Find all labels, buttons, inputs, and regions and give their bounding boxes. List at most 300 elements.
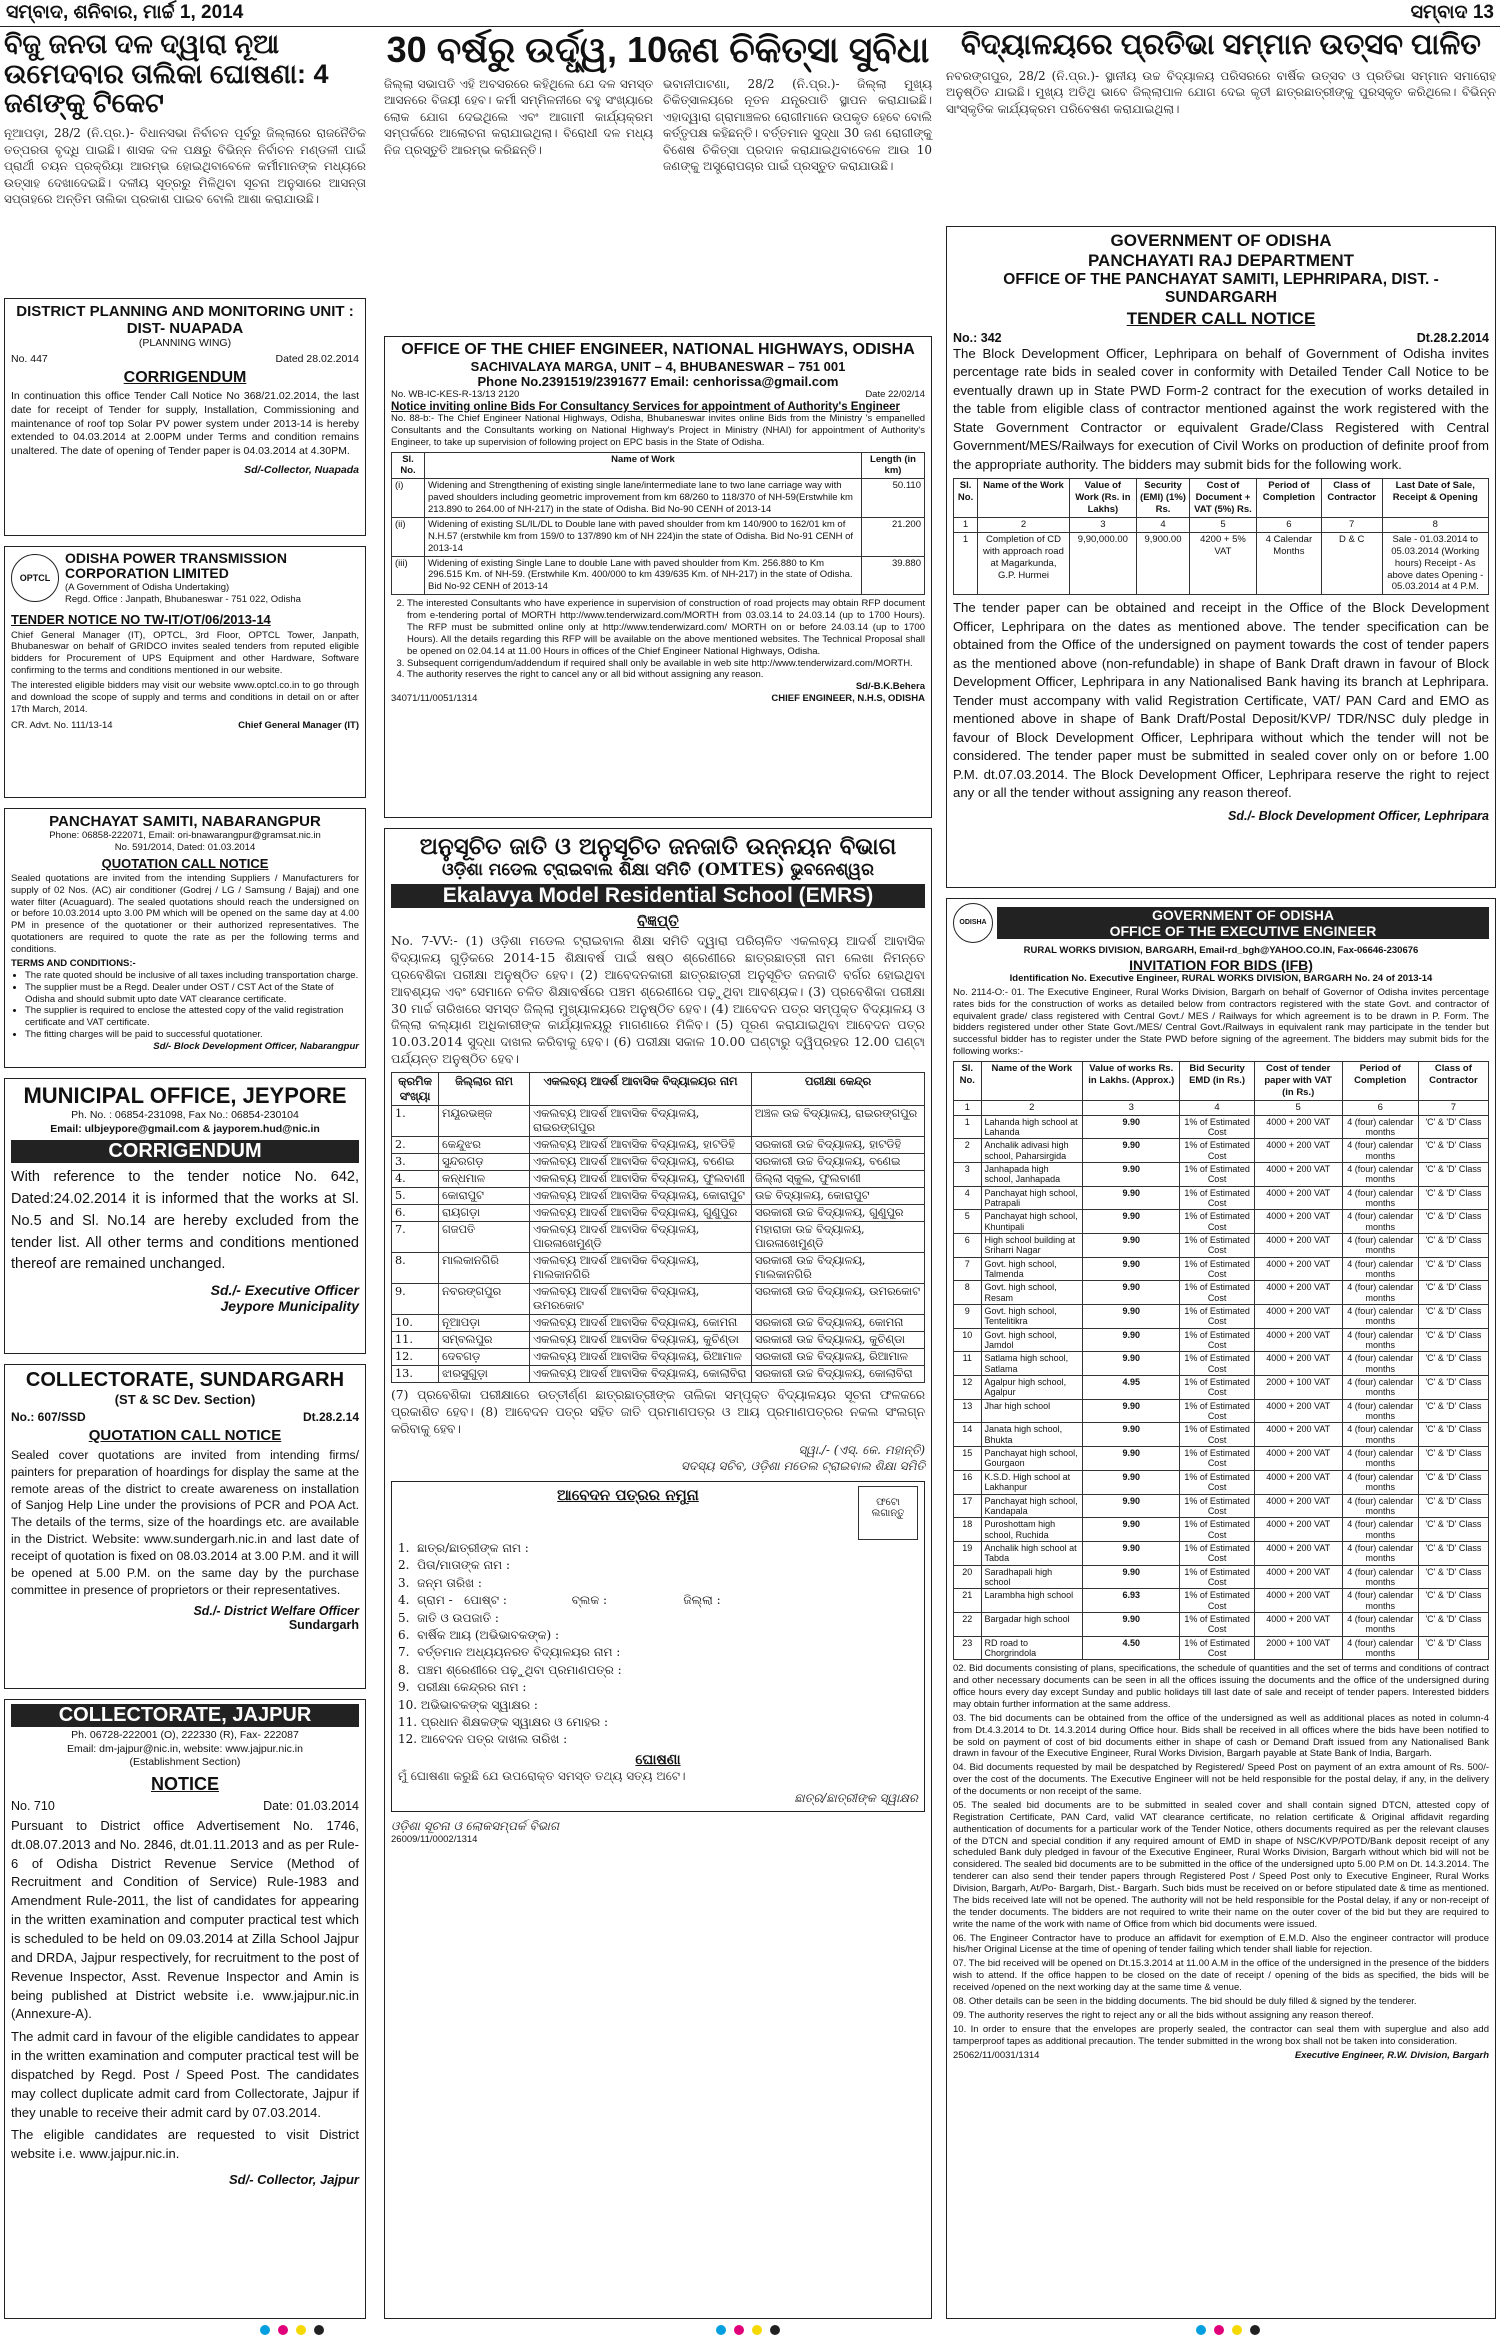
bargarh-cell: 2000 + 100 VAT	[1254, 1636, 1342, 1660]
emrs-col-sl: କ୍ରମିକ ସଂଖ୍ୟା	[392, 1073, 439, 1106]
lephripara-heading: TENDER CALL NOTICE	[1126, 309, 1316, 328]
bargarh-logo: ODISHA	[953, 903, 993, 943]
bargarh-cell: 4000 + 200 VAT	[1254, 1233, 1342, 1257]
bargarh-cell: 1% of Estimated Cost	[1180, 1541, 1254, 1565]
emrs-cell-centre: ଉଚ୍ଚ ବିଦ୍ୟାଳୟ, କୋରାପୁଟ	[751, 1188, 924, 1205]
table-row	[954, 1257, 1489, 1281]
bargarh-cell: 1% of Estimated Cost	[1180, 1352, 1254, 1376]
lephripara-col: Class of Contractor	[1321, 479, 1382, 518]
bargarh-cell: Govt. high school, Tentelitikra	[981, 1305, 1083, 1329]
form-field-label: 6. ବାର୍ଷିକ ଆୟ (ଅଭିଭାବକଙ୍କ) :	[398, 1627, 560, 1642]
bargarh-cell: Agalpur high school, Agalpur	[981, 1376, 1083, 1400]
table-row	[392, 1171, 925, 1188]
bargarh-addr: RURAL WORKS DIVISION, BARGARH, Email-rd_bgh@YAHOO.CO.IN, Fax-06646-230676	[1023, 945, 1419, 956]
bargarh-cell: 4 (four) calendar months	[1342, 1139, 1418, 1163]
emrs-decl-head: ଘୋଷଣା	[635, 1751, 681, 1768]
emrs-decl-sign: ଛାତ୍ର/ଛାତ୍ରୀଙ୍କ ସ୍ୱାକ୍ଷର	[794, 1791, 918, 1806]
nh-col-len: Length (in km)	[862, 452, 925, 479]
jajpur-body1: Pursuant to District office Advertisement No. 1746, dt.08.07.2013 and No. 2846, dt.01.11.2013 and as per Rule-6 of Odisha District Revenue Service (Method of Recruitment and Condition of Service) Rule-1983 and Amendment Rule-2011, the list of candidates for appearing in the written examination and computer practical test which is scheduled to be held on 09.03.2014 at Zilla School Jajpur and DRDA, Jajpur respectively, for recruitment to the post of Revenue Inspector, Asst. Revenue Inspector and Amin is being published at District website i.e. www.jajpur.nic.in (Annexure-A).	[11, 1817, 359, 2022]
emrs-bar: Ekalavya Model Residential School (EMRS)	[391, 884, 925, 908]
bargarh-cell: Saradhapali high school	[981, 1565, 1083, 1589]
news-right-headline: ବିଦ୍ୟାଳୟରେ ପ୍ରତିଭା ସମ୍ମାନ ଉତ୍ସବ ପାଳିତ	[961, 29, 1481, 61]
nh-sign: Sd/-B.K.Behera	[855, 681, 925, 693]
jeypore-sign2: Jeypore Municipality	[220, 1298, 359, 1315]
bargarh-cell: 9.90	[1083, 1233, 1180, 1257]
masthead-left: ସମ୍ବାଦ, ଶନିବାର, ମାର୍ଚ୍ଚ 1, 2014	[6, 2, 244, 23]
bargarh-paras	[953, 1663, 1489, 2047]
lephripara-col: Period of Completion	[1256, 479, 1321, 518]
registration-dot-black	[314, 2325, 324, 2335]
bargarh-cell: 12	[954, 1376, 982, 1400]
bargarh-cell: 9.90	[1083, 1210, 1180, 1234]
registration-dot-magenta	[1214, 2325, 1224, 2335]
nh-table	[391, 452, 925, 596]
bargarh-col: Period of Completion	[1342, 1062, 1418, 1101]
nh-cell-length: 39.880	[862, 556, 925, 595]
bargarh-cell: 4 (four) calendar months	[1342, 1281, 1418, 1305]
registration-dot-cyan	[1196, 2325, 1206, 2335]
nh-date: Date 22/02/14	[865, 389, 925, 400]
emrs-cell-dist: ମୟୂରଭଞ୍ଜ	[439, 1106, 530, 1137]
lephripara-col: Sl. No.	[954, 479, 978, 518]
bargarh-cell: 1% of Estimated Cost	[1180, 1233, 1254, 1257]
lephripara-cell: 1	[954, 532, 978, 594]
lephripara-col-num: 7	[1321, 518, 1382, 533]
bargarh-cell: 1% of Estimated Cost	[1180, 1210, 1254, 1234]
nabarangpur-title: PANCHAYAT SAMITI, NABARANGPUR	[49, 813, 321, 830]
form-field-label: 12. ଆବେଦନ ପତ୍ର ଦାଖଲ ତାରିଖ :	[398, 1732, 568, 1747]
bargarh-cell: 9	[954, 1305, 982, 1329]
nh-ref2: 34071/11/0051/1314	[391, 693, 478, 705]
bargarh-cell: 9.90	[1083, 1281, 1180, 1305]
table-row	[392, 1222, 925, 1253]
bargarh-cell: 1% of Estimated Cost	[1180, 1470, 1254, 1494]
nh-cell-sl: (iii)	[392, 556, 425, 595]
emrs-sub: ବିଜ୍ଞପ୍ତି	[637, 912, 679, 930]
bargarh-cell: 'C' & 'D' Class	[1418, 1518, 1488, 1542]
emrs-ref: 26009/11/0002/1314	[391, 1834, 478, 1846]
lephripara-title3: OFFICE OF THE PANCHAYAT SAMITI, LEPHRIPARA, DIST. - SUNDARGARH	[1003, 271, 1439, 306]
optcl-notice-no: TENDER NOTICE NO TW-IT/OT/06/2013-14	[11, 611, 271, 627]
jajpur-sign: Sd/- Collector, Jajpur	[228, 2172, 359, 2188]
bargarh-cell: 9.90	[1083, 1305, 1180, 1329]
nh-note-4: 4. The authority reserves the right to cancel any or all bid without assigning any reason.	[407, 669, 925, 681]
lephripara-col-num: 3	[1069, 518, 1136, 533]
bargarh-cell: 1% of Estimated Cost	[1180, 1186, 1254, 1210]
bargarh-col: Bid Security EMD (in Rs.)	[1180, 1062, 1254, 1101]
lephripara-cell: D & C	[1321, 532, 1382, 594]
lephripara-no: No.: 342	[953, 331, 1002, 345]
emrs-cell-dist: କେନ୍ଦୁଝର	[439, 1137, 530, 1154]
bargarh-cell: 5	[954, 1210, 982, 1234]
bargarh-cell: Panchayat high school, Gourgaon	[981, 1447, 1083, 1471]
bargarh-cell: 17	[954, 1494, 982, 1518]
form-field-label: 1. ଛାତ୍ର/ଛାତ୍ରୀଙ୍କ ନାମ :	[398, 1541, 529, 1555]
lephripara-col-num: 5	[1190, 518, 1257, 533]
nabarangpur-terms	[11, 970, 359, 1041]
optcl-body2: The interested eligible bidders may visit our website www.optcl.co.in to go through and download the scope of supply and terms and conditions in detail on or after 17th March, 2014.	[11, 680, 359, 715]
bargarh-cell: 1% of Estimated Cost	[1180, 1447, 1254, 1471]
jajpur-body2: The admit card in favour of the eligible candidates to appear in the written examination and computer practical test will be dispatched by Regd. Post / Speed Post. The candidates may collect duplicate admit card from Collectorate, Jajpur if they unable to receive their admit card by 07.03.2014.	[11, 2029, 359, 2120]
table-row	[392, 479, 925, 518]
bargarh-cell: 8	[954, 1281, 982, 1305]
bargarh-para: 03. The bid documents can be obtained from the office of the undersigned as well as additional places as noted in column-4 from Dt.4.3.2014 to Dt. 14.3.2014 during Office hour. Bids shall be received in all offices where the bids have been notified to be sold on payment of cost of bid documents either in shape of cash or Demand Draft issued from any Nationalised Bank drawn in favour of the Executive Engineer, Rural Works Division, Bargarh payable at State Bank of India, Bargarh.	[953, 1712, 1489, 1760]
table-row	[954, 1447, 1489, 1471]
jajpur-heading: NOTICE	[150, 1773, 219, 1794]
bargarh-cell: 4 (four) calendar months	[1342, 1399, 1418, 1423]
bargarh-col: Class of Contractor	[1418, 1062, 1488, 1101]
sundargarh-sign1: Sd./- District Welfare Officer	[193, 1604, 359, 1619]
bargarh-cell: 'C' & 'D' Class	[1418, 1281, 1488, 1305]
news-left	[4, 30, 366, 288]
table-row	[954, 1589, 1489, 1613]
form-field-label: 5. ଜାତି ଓ ଉପଜାତି :	[398, 1610, 499, 1625]
lephripara-title2: PANCHAYATI RAJ DEPARTMENT	[1087, 251, 1355, 270]
bargarh-cell: 1% of Estimated Cost	[1180, 1376, 1254, 1400]
nh-note-3: 3. Subsequent corrigendum/addendum if required shall only be available in web site http://www.tenderwizard.com/MORTH.	[407, 658, 925, 670]
emrs-cell-dist: ମାଲକାନଗିରି	[439, 1253, 530, 1284]
bargarh-cell: 9.90	[1083, 1115, 1180, 1139]
bargarh-cell: 4000 + 200 VAT	[1254, 1399, 1342, 1423]
bargarh-cell: 1% of Estimated Cost	[1180, 1281, 1254, 1305]
table-row	[954, 1423, 1489, 1447]
page-masthead	[0, 0, 1500, 27]
bargarh-col-num: 4	[1180, 1100, 1254, 1115]
bargarh-cell: 1% of Estimated Cost	[1180, 1636, 1254, 1660]
news-mid-body: ଭବାନୀପାଟଣା, 28/2 (ନି.ପ୍ର.)- ଜିଲ୍ଲା ମୁଖ୍ୟ ଚିକିତ୍ସାଳୟରେ ନୂତନ ଯନ୍ତ୍ରପାତି ସ୍ଥାପନ କରାଯାଇଛି। ଏହାଦ୍ୱାରା ଗ୍ରାମାଞ୍ଚଳର ରୋଗୀମାନେ ଉପକୃତ ହେବେ ବୋଲି କର୍ତ୍ତୃପକ୍ଷ କହିଛନ୍ତି। ବର୍ତ୍ତମାନ ସୁଦ୍ଧା 30 ଜଣ ରୋଗୀଙ୍କୁ ବିଶେଷ ଚିକିତ୍ସା ପ୍ରଦାନ କରାଯାଇଥିବାବେଳେ ଆଉ 10 ଜଣଙ୍କୁ ଅସ୍ତ୍ରୋପଚାର ପାଇଁ ପ୍ରସ୍ତୁତ କରାଯାଉଛି।	[663, 76, 932, 174]
dpmu-sub: (PLANNING WING)	[138, 337, 232, 349]
dpmu-body: In continuation this office Tender Call Notice No 368/21.02.2014, the last date for receipt of Tender for supply, Installation, Commissioning and maintenance of roof top Solar PV power system under 2013-14 is hereby extended to 04.03.2014 at 2.00PM under Terms and condition remains unaltered. The date of opening of Tender paper is 04.03.2014 at 4.30PM.	[11, 390, 359, 457]
bargarh-cell: 4000 + 200 VAT	[1254, 1328, 1342, 1352]
optcl-body: Chief General Manager (IT), OPTCL, 3rd Floor, OPTCL Tower, Janpath, Bhubaneswar on behalf of GRIDCO invites sealed tenders from reputed eligible bidders for Procurement of UPS Equipment and other Hardware, Software confirming to the terms and conditions mentioned in our website.	[11, 629, 359, 677]
jeypore-body: With reference to the tender notice No. 642, Dated:24.02.2014 it is informed that the works at Sl. No.5 and Sl. No.14 are hereby excluded from the tender list. All other terms and conditions mentioned thereof are remained unchanged.	[11, 1169, 359, 1273]
emrs-photo-box: ଫଟୋ ଲଗାନ୍ତୁ	[858, 1486, 918, 1540]
bargarh-col: Cost of tender paper with VAT (in Rs.)	[1254, 1062, 1342, 1101]
emrs-cell-school: ଏକଲବ୍ୟ ଆଦର୍ଶ ଆବାସିକ ବିଦ୍ୟାଳୟ, ମାଲକାନଗିରି	[530, 1253, 752, 1284]
bargarh-cell: 9.90	[1083, 1139, 1180, 1163]
bargarh-para: 09. The authority reserves the right to reject any or all the bids without assigning any reason thereof.	[953, 2009, 1374, 2021]
bargarh-cell: 4 (four) calendar months	[1342, 1470, 1418, 1494]
lephripara-col: Last Date of Sale, Receipt & Opening	[1382, 479, 1488, 518]
bargarh-cell: 1% of Estimated Cost	[1180, 1518, 1254, 1542]
nh-note-2: 2. The interested Consultants who have experience in supervision of construction of road projects may obtain RFP document from e-tendering portal of MORTH http://www.tenderwizard.com/MORTH from 03.03.14 to 24.03.14 (up to 1700 Hours). The RFP must be submitted online only at http://www.tenderwizard.com/ MORTH on or before 24.03.14 (up to 1700 Hours). All the details regarding this RFP will be available on the above mentioned websites. The Technical Proposal shall be opened on 02.04.14 at 11.00 Hours in offices of the Chief Engineer National Highways, Odisha.	[407, 598, 925, 657]
emrs-cell-centre: ସରକାରୀ ଉଚ୍ଚ ବିଦ୍ୟାଳୟ, କୁଚିଣ୍ଡା	[751, 1332, 924, 1349]
optcl-notice	[4, 546, 366, 798]
bargarh-cell: 'C' & 'D' Class	[1418, 1494, 1488, 1518]
form-field-label: 9. ପରୀକ୍ଷା କେନ୍ଦ୍ରର ନାମ :	[398, 1680, 527, 1695]
news-left-continued: ଜିଲ୍ଲା ସଭାପତି ଏହି ଅବସରରେ କହିଥିଲେ ଯେ ଦଳ ସମସ୍ତ ଆସନରେ ବିଜୟୀ ହେବ। କର୍ମୀ ସମ୍ମିଳନୀରେ ବହୁ ସଂଖ୍ୟାରେ ଲୋକ ଯୋଗ ଦେଇଥିଲେ ଏବଂ ଆଗାମୀ କାର୍ଯ୍ୟକ୍ରମ ସମ୍ପର୍କରେ ଆଲୋଚନା କରାଯାଇଥିଲା। ବିରୋଧୀ ଦଳ ମଧ୍ୟ ନିଜ ପ୍ରସ୍ତୁତି ଆରମ୍ଭ କରିଛନ୍ତି।	[384, 76, 653, 157]
lephripara-body: The Block Development Officer, Lephripara on behalf of Government of Odisha invites percentage rate bids in sealed cover in conformity with Detailed Tender Call Notice to be eventually drawn up in State PWD Form-2 contract for the execution of works detailed in the table from eligible class of contractor mentioned against the work registered with the State Government Contractor or equivalent Grade/Class Registered with Central Government/MES/Railways for execution of Civil Works on production of definite proof from the appropriate authority. The bidders may submit bids for the following work.	[953, 346, 1489, 472]
bargarh-cell: 4 (four) calendar months	[1342, 1328, 1418, 1352]
bargarh-cell: 'C' & 'D' Class	[1418, 1612, 1488, 1636]
bargarh-cell: 'C' & 'D' Class	[1418, 1162, 1488, 1186]
bargarh-cell: 9.90	[1083, 1447, 1180, 1471]
emrs-cell-dist: ରାୟଗଡ଼ା	[439, 1205, 530, 1222]
nh-cell-length: 21.200	[862, 517, 925, 556]
bargarh-cell: 'C' & 'D' Class	[1418, 1352, 1488, 1376]
bargarh-cell: Govt. high school, Resam	[981, 1281, 1083, 1305]
bargarh-cell: 'C' & 'D' Class	[1418, 1447, 1488, 1471]
sundargarh-date: Dt.28.2.14	[302, 1410, 359, 1424]
bargarh-cell: 'C' & 'D' Class	[1418, 1328, 1488, 1352]
bargarh-cell: 1% of Estimated Cost	[1180, 1494, 1254, 1518]
jeypore-heading: CORRIGENDUM	[11, 1140, 359, 1163]
emrs-cell-dist: ନବରଙ୍ଗପୁର	[439, 1284, 530, 1315]
bargarh-cell: Satlama high school, Satlama	[981, 1352, 1083, 1376]
bargarh-cell: 9.90	[1083, 1423, 1180, 1447]
table-row	[392, 1154, 925, 1171]
jajpur-phone: Ph. 06728-222001 (O), 222330 (R), Fax- 222087	[71, 1729, 299, 1741]
bargarh-cell: 6.93	[1083, 1589, 1180, 1613]
table-row	[392, 1349, 925, 1366]
bargarh-cell: 4000 + 200 VAT	[1254, 1447, 1342, 1471]
emrs-cell-centre: ଜିଲ୍ଲା ସ୍କୁଲ, ଫୁଲବାଣୀ	[751, 1171, 924, 1188]
emrs-cell-centre: ସରକାରୀ ଉଚ୍ଚ ବିଦ୍ୟାଳୟ, ମାଲକାନଗିରି	[751, 1253, 924, 1284]
lephripara-cell: 9,900.00	[1136, 532, 1189, 594]
bargarh-cell: 4 (four) calendar months	[1342, 1115, 1418, 1139]
bargarh-cell: 4 (four) calendar months	[1342, 1423, 1418, 1447]
lephripara-cell: Sale - 01.03.2014 to 05.03.2014 (Working hours) Receipt - As above dates Opening - 05.03.2014 at 4 P.M.	[1382, 532, 1488, 594]
nabarangpur-heading: QUOTATION CALL NOTICE	[101, 855, 269, 871]
table-row	[954, 1612, 1489, 1636]
jajpur-date: Date: 01.03.2014	[263, 1798, 359, 1813]
bargarh-cell: 1% of Estimated Cost	[1180, 1399, 1254, 1423]
emrs-notes: (7) ପ୍ରବେଶିକା ପରୀକ୍ଷାରେ ଉତ୍ତୀର୍ଣ୍ଣ ଛାତ୍ରଛାତ୍ରୀଙ୍କ ତାଲିକା ସମ୍ପୃକ୍ତ ବିଦ୍ୟାଳୟର ସୂଚନା ଫଳକରେ ପ୍ରକାଶିତ ହେବ। (8) ଆବେଦନ ପତ୍ର ସହିତ ଜାତି ପ୍ରମାଣପତ୍ର ଓ ଆୟ ପ୍ରମାଣପତ୍ରର ନକଲ ସଂଲଗ୍ନ କରିବାକୁ ହେବ।	[391, 1388, 925, 1436]
table-row	[392, 1315, 925, 1332]
form-field-label: 11. ପ୍ରଧାନ ଶିକ୍ଷକଙ୍କ ସ୍ୱାକ୍ଷର ଓ ମୋହର :	[398, 1714, 609, 1729]
emrs-cell-school: ଏକଲବ୍ୟ ଆଦର୍ଶ ଆବାସିକ ବିଦ୍ୟାଳୟ, କୁଚିଣ୍ଡା	[530, 1332, 752, 1349]
jajpur-body3: The eligible candidates are requested to visit District website i.e. www.jajpur.nic.in.	[11, 2127, 359, 2162]
emrs-cell-school: ଏକଲବ୍ୟ ଆଦର୍ଶ ଆବାସିକ ବିଦ୍ୟାଳୟ, ଗୁଣୁପୁର	[530, 1205, 752, 1222]
nh-addr: SACHIVALAYA MARGA, UNIT – 4, BHUBANESWAR – 751 001	[470, 359, 846, 374]
bargarh-cell: 16	[954, 1470, 982, 1494]
form-field-label: 2. ପିତା/ମାତାଙ୍କ ନାମ :	[398, 1558, 510, 1573]
table-row	[954, 1352, 1489, 1376]
emrs-col-centre: ପରୀକ୍ଷା କେନ୍ଦ୍ର	[751, 1073, 924, 1106]
lephripara-cell: 4200 + 5% VAT	[1190, 532, 1257, 594]
bargarh-cell: 'C' & 'D' Class	[1418, 1186, 1488, 1210]
bargarh-cell: 1% of Estimated Cost	[1180, 1423, 1254, 1447]
bargarh-cell: 4 (four) calendar months	[1342, 1352, 1418, 1376]
form-field-label: 8. ପଞ୍ଚମ ଶ୍ରେଣୀରେ ପଢ଼ୁଥିବା ପ୍ରମାଣପତ୍ର :	[398, 1662, 622, 1677]
emrs-fields	[398, 1540, 918, 1749]
nh-cell-length: 50.110	[862, 479, 925, 518]
registration-dot-black	[1250, 2325, 1260, 2335]
nh-notes	[391, 598, 925, 681]
bargarh-cell: 'C' & 'D' Class	[1418, 1305, 1488, 1329]
table-row	[392, 1188, 925, 1205]
emrs-cell-centre: ସରକାରୀ ଉଚ୍ଚ ବିଦ୍ୟାଳୟ, ଗୁଣୁପୁର	[751, 1205, 924, 1222]
bargarh-cell: 'C' & 'D' Class	[1418, 1589, 1488, 1613]
sundargarh-sub: (ST & SC Dev. Section)	[114, 1392, 256, 1407]
bargarh-cell: 4000 + 200 VAT	[1254, 1589, 1342, 1613]
bargarh-cell: 4000 + 200 VAT	[1254, 1257, 1342, 1281]
registration-dot-magenta	[278, 2325, 288, 2335]
bargarh-cell: RD road to Chorgrindola	[981, 1636, 1083, 1660]
table-row	[954, 1494, 1489, 1518]
jajpur-no: No. 710	[11, 1798, 55, 1813]
bargarh-table	[953, 1061, 1489, 1660]
bargarh-cell: 4 (four) calendar months	[1342, 1494, 1418, 1518]
bargarh-cell: Govt. high school, Talmenda	[981, 1257, 1083, 1281]
sundargarh-body: Sealed cover quotations are invited from intending firms/ painters for preparation of hoardings for display the same at the remote areas of the district to create awareness on installation of Sanjog Help Line under the provisions of PCR and POA Act. The details of the terms, size of the hoardings etc. are available in the District. Website: www.sundergarh.nic.in and last date of receipt of quotation is fixed on 08.03.2014 at 3.00 P.M. and it will be opened at 5.00 P.M. on the same day by the purchase committee in presence of proprietors or their representatives.	[11, 1448, 359, 1597]
bargarh-cell: 4	[954, 1186, 982, 1210]
registration-dot-black	[770, 2325, 780, 2335]
table-row	[392, 1366, 925, 1383]
registration-dot-yellow	[752, 2325, 762, 2335]
bargarh-title1: GOVERNMENT OF ODISHA	[997, 907, 1489, 923]
bargarh-cell: 14	[954, 1423, 982, 1447]
emrs-cell-dist: କନ୍ଧମାଳ	[439, 1171, 530, 1188]
table-row	[954, 1541, 1489, 1565]
bargarh-cell: 4000 + 200 VAT	[1254, 1352, 1342, 1376]
nabarangpur-no: No. 591/2014, Dated: 01.03.2014	[114, 841, 256, 853]
bargarh-cell: 1% of Estimated Cost	[1180, 1565, 1254, 1589]
table-row	[392, 1106, 925, 1137]
table-row	[954, 1186, 1489, 1210]
bargarh-sign: Executive Engineer, R.W. Division, Bargarh	[1294, 2050, 1489, 2062]
bargarh-col-num: 5	[1254, 1100, 1342, 1115]
bargarh-cell: Jhar high school	[981, 1399, 1083, 1423]
jeypore-corrigendum	[4, 1078, 366, 1354]
optcl-sign: Chief General Manager (IT)	[238, 719, 359, 731]
optcl-logo: OPTCL	[11, 554, 59, 602]
bargarh-cell: 1	[954, 1115, 982, 1139]
bargarh-cell: 2	[954, 1139, 982, 1163]
lephripara-col-num: 6	[1256, 518, 1321, 533]
jajpur-email: Email: dm-jajpur@nic.in, website: www.jajpur.nic.in	[67, 1742, 303, 1755]
bargarh-heading: INVITATION FOR BIDS (IFB)	[1129, 956, 1313, 973]
table-row	[392, 556, 925, 595]
sundargarh-no: No.: 607/SSD	[11, 1410, 86, 1424]
jajpur-notice	[4, 1699, 366, 2319]
lephripara-col-num: 4	[1136, 518, 1189, 533]
nabarangpur-term: • The rate quoted should be inclusive of all taxes including transportation charge.	[25, 970, 359, 982]
table-row	[954, 1399, 1489, 1423]
bargarh-para: 04. Bid documents requested by mail be despatched by Registered/ Speed Post on payment of an extra amount of Rs. 500/- over the cost of the documents. The Executive Engineer will not be held responsible for the postal delay, if any, in the delivery of the documents or non receipt of the same.	[953, 1762, 1489, 1798]
nabarangpur-phone: Phone: 06858-222071, Email: ori-bnawarangpur@gramsat.nic.in	[49, 830, 321, 841]
nabarangpur-sign: Sd/- Block Development Officer, Nabarangpur	[153, 1041, 359, 1052]
bargarh-cell: 9.90	[1083, 1352, 1180, 1376]
emrs-cell-centre: ଅଞ୍ଚଳ ଉଚ୍ଚ ବିଦ୍ୟାଳୟ, ରାଇରଙ୍ଗପୁର	[751, 1106, 924, 1137]
optcl-name: ODISHA POWER TRANSMISSION CORPORATION LIMITED	[65, 550, 287, 582]
emrs-cell-centre: ସରକାରୀ ଉଚ୍ଚ ବିଦ୍ୟାଳୟ, କୋଲାବିରା	[751, 1366, 924, 1383]
emrs-cell-sl: 8.	[392, 1253, 439, 1284]
bargarh-cell: 'C' & 'D' Class	[1418, 1423, 1488, 1447]
bargarh-ident: Identification No. Executive Engineer, RURAL WORKS DIVISION, BARGARH No. 24 of 2013-14	[1009, 972, 1433, 984]
dpmu-date: Dated 28.02.2014	[275, 352, 359, 365]
bargarh-para: 08. Other details can be seen in the bidding documents. The bid should be duly filled & signed by the tenderer.	[953, 1995, 1417, 2007]
emrs-cell-dist: ନୂଆପଡ଼ା	[439, 1315, 530, 1332]
nh-cell-name: Widening and Strengthening of existing single lane/intermediate lane to two lane carriage way with paved shoulders including geometric improvement from km 68/260 to 118/370 of NH-59(Erstwhile km 213.890 to 264.00 of NH-217) in the state of Odisha. Bid No-90 CENH of 2013-14	[425, 479, 862, 518]
table-row	[954, 1233, 1489, 1257]
nh-col-sl: Sl. No.	[392, 452, 425, 479]
registration-dot-yellow	[1232, 2325, 1242, 2335]
sundargarh-title: COLLECTORATE, SUNDARGARH	[25, 1369, 345, 1391]
bargarh-cell: 20	[954, 1565, 982, 1589]
nh-cell-sl: (ii)	[392, 517, 425, 556]
news-left-headline: ବିଜୁ ଜନତା ଦଳ ଦ୍ୱାରା ନୂଆ ଉମେଦବାର ତାଲିକା ଘୋଷଣା: 4 ଜଣଙ୍କୁ ଟିକେଟ	[4, 29, 329, 119]
bargarh-cell: Anchalik high school at Tabda	[981, 1541, 1083, 1565]
table-row	[392, 517, 925, 556]
table-row	[954, 1470, 1489, 1494]
bargarh-cell: 4 (four) calendar months	[1342, 1541, 1418, 1565]
registration-dot-yellow	[296, 2325, 306, 2335]
emrs-cell-school: ଏକଲବ୍ୟ ଆଦର୍ଶ ଆବାସିକ ବିଦ୍ୟାଳୟ, ହାଟଡିହି	[530, 1137, 752, 1154]
bargarh-cell: 4 (four) calendar months	[1342, 1612, 1418, 1636]
bargarh-cell: 4000 + 200 VAT	[1254, 1518, 1342, 1542]
emrs-cell-sl: 9.	[392, 1284, 439, 1315]
registration-dot-cyan	[716, 2325, 726, 2335]
emrs-head2: ଓଡ଼ିଶା ମଡେଲ ଟ୍ରାଇବାଲ ଶିକ୍ଷା ସମିତି (OMTES) ଭୁବନେଶ୍ୱର	[441, 860, 874, 880]
bargarh-cell: 23	[954, 1636, 982, 1660]
lephripara-body2: The tender paper can be obtained and receipt in the Office of the Block Development Officer, Lephripara on the dates as mentioned above. The tender specification can be obtained from the Office of the undersigned on payment towards the cost of tender papers as the mentioned above (non-refundable) in shape of Bank Draft drawn in favour of Block Development Officer, Lephripara in any Nationalised Bank having its branch at Lephripara. Tender must accompany with valid Registration Certificate, VAT/ PAN Card and EMO as mentioned above in shape of Bank Draft/Postal Deposit/KVP/ TDR/NSC duly pledge in favour of Block Development Officer, Lephripara without which the tender will not be considered. The tender paper must be submitted in sealed cover only on or before 1.00 P.M. dt.07.03.2014. The Block Development Officer, Lephripara reserve the right to reject any or all the tender without assigning any reason thereof.	[953, 600, 1489, 801]
table-row	[954, 1162, 1489, 1186]
bargarh-cell: 9.90	[1083, 1399, 1180, 1423]
table-row	[954, 1565, 1489, 1589]
bargarh-cell: 15	[954, 1447, 982, 1471]
news-middle	[384, 30, 932, 326]
bargarh-cell: 'C' & 'D' Class	[1418, 1565, 1488, 1589]
bargarh-cell: 1% of Estimated Cost	[1180, 1257, 1254, 1281]
table-row	[954, 1636, 1489, 1660]
table-row	[392, 1253, 925, 1284]
bargarh-cell: 1% of Estimated Cost	[1180, 1139, 1254, 1163]
emrs-cell-school: ଏକଲବ୍ୟ ଆଦର୍ଶ ଆବାସିକ ବିଦ୍ୟାଳୟ, କୋଲାବିରା	[530, 1366, 752, 1383]
table-row	[954, 1210, 1489, 1234]
emrs-cell-centre: ମହାରାଜା ଉଚ୍ଚ ବିଦ୍ୟାଳୟ, ପାରଳାଖେମୁଣ୍ଡି	[751, 1222, 924, 1253]
emrs-cell-dist: ସମ୍ବଲପୁର	[439, 1332, 530, 1349]
bargarh-cell: 11	[954, 1352, 982, 1376]
bargarh-col-num: 7	[1418, 1100, 1488, 1115]
emrs-cell-sl: 3.	[392, 1154, 439, 1171]
lephripara-col: Name of the Work	[978, 479, 1070, 518]
emrs-cell-sl: 7.	[392, 1222, 439, 1253]
bargarh-cell: 9.90	[1083, 1470, 1180, 1494]
emrs-cell-dist: କୋରାପୁଟ	[439, 1188, 530, 1205]
bargarh-intro: No. 2114-O:- 01. The Executive Engineer, Rural Works Division, Bargarh on behalf of Governor of Odisha invites percentage rates bids for the construction of works as detailed below from contractors registered with the state Govt. and contractor of equivalent grade/ class registered with Central Govt./ MES / Railways for which agreement is to be drawn in P. Form. The bidders registered under other State Govt./MES/ Central Govt./Railways in equivalent rank may participate in the tender but successful bidder has to register under the State PWD before signing of the agreement. The bidders may submit bids for the following works:-	[953, 986, 1489, 1058]
bargarh-cell: Bargadar high school	[981, 1612, 1083, 1636]
bargarh-col: Value of works Rs. in Lakhs. (Approx.)	[1083, 1062, 1180, 1101]
bargarh-notice	[946, 898, 1496, 2319]
bargarh-cell: 4000 + 200 VAT	[1254, 1612, 1342, 1636]
emrs-cell-dist: ଗଜପତି	[439, 1222, 530, 1253]
lephripara-cell: Completion of CD with approach road at Magarkunda, G.P. Hurmei	[978, 532, 1070, 594]
nh-col-name: Name of Work	[425, 452, 862, 479]
dpmu-no: No. 447	[11, 352, 48, 365]
masthead-right: ସମ୍ବାଦ 13	[1410, 2, 1494, 23]
nabarangpur-term: • The fitting charges will be paid to successful quotationer.	[25, 1029, 359, 1041]
table-row	[954, 1281, 1489, 1305]
emrs-decl: ମୁଁ ଘୋଷଣା କରୁଛି ଯେ ଉପରୋକ୍ତ ସମସ୍ତ ତଥ୍ୟ ସତ୍ୟ ଅଟେ।	[398, 1768, 686, 1783]
nh-intro: No. 88-b:- The Chief Engineer National Highways, Odisha, Bhubaneswar invites online Bids from the Ministry 's empanelled Consultants and the Consultants working on National Highway's Project in Ministry (NHAI) for appointment of Authority's Engineer, to take up supervision of following project on EPC basis in the State of Odisha.	[391, 412, 925, 448]
lephripara-col-num: 1	[954, 518, 978, 533]
table-row	[954, 1376, 1489, 1400]
bargarh-cell: 'C' & 'D' Class	[1418, 1210, 1488, 1234]
bargarh-cell: 1% of Estimated Cost	[1180, 1612, 1254, 1636]
emrs-cell-school: ଏକଲବ୍ୟ ଆଦର୍ଶ ଆବାସିକ ବିଦ୍ୟାଳୟ, କୋମନା	[530, 1315, 752, 1332]
bargarh-cell: 4 (four) calendar months	[1342, 1210, 1418, 1234]
nh-sign2: CHIEF ENGINEER, N.H.S, ODISHA	[771, 693, 925, 705]
emrs-head1: ଅନୁସୂଚିତ ଜାତି ଓ ଅନୁସୂଚିତ ଜନଜାତି ଉନ୍ନୟନ ବିଭାଗ	[419, 833, 897, 860]
nh-ref: No. WB-IC-KES-R-13/13 2120	[391, 389, 520, 400]
bargarh-cell: Larambha high school	[981, 1589, 1083, 1613]
lephripara-col: Value of Work (Rs. in Lakhs)	[1069, 479, 1136, 518]
emrs-intro: No. 7-VV:- (1) ଓଡ଼ିଶା ମଡେଲ ଟ୍ରାଇବାଲ ଶିକ୍ଷା ସମିତି ଦ୍ୱାରା ପରିଚାଳିତ ଏକଲବ୍ୟ ଆଦର୍ଶ ଆବାସିକ ବିଦ୍ୟାଳୟ ଗୁଡ଼ିକରେ 2014-15 ଶିକ୍ଷାବର୍ଷ ପାଇଁ ଷଷ୍ଠ ଶ୍ରେଣୀରେ ଛାତ୍ରଛାତ୍ରୀ ନାମ ଲେଖା ନିମନ୍ତେ ପ୍ରବେଶିକା ପରୀକ୍ଷା ଅନୁଷ୍ଠିତ ହେବ। (2) ଆବେଦନକାରୀ ଛାତ୍ରଛାତ୍ରୀ ଅନୁସୂଚିତ ଜନଜାତି ବର୍ଗର ହୋଇଥିବା ଆବଶ୍ୟକ ଏବଂ ସେମାନେ ଚଳିତ ଶିକ୍ଷାବର୍ଷରେ ପଞ୍ଚମ ଶ୍ରେଣୀରେ ପଢ଼ୁଥିବା ଆବଶ୍ୟକ। (3) ପ୍ରବେଶିକା ପରୀକ୍ଷା 30 ମାର୍ଚ୍ଚ ତାରିଖରେ ସମସ୍ତ ଜିଲ୍ଲା ମୁଖ୍ୟାଳୟରେ ଅନୁଷ୍ଠିତ ହେବ। (4) ଆବେଦନ ପତ୍ର ସମ୍ପୃକ୍ତ ବିଦ୍ୟାଳୟ ଓ ଜିଲ୍ଲା କଲ୍ୟାଣ ଅଧିକାରୀଙ୍କ କାର୍ଯ୍ୟାଳୟରୁ ମାଗଣାରେ ମିଳିବ। (5) ପୂରଣ କରାଯାଇଥିବା ଆବେଦନ ପତ୍ର 10.03.2014 ସୁଦ୍ଧା ଦାଖଲ କରିବାକୁ ହେବ। (6) ପରୀକ୍ଷା ସକାଳ 10.00 ଘଣ୍ଟାରୁ ଦ୍ୱିପ୍ରହର 12.00 ଘଣ୍ଟା ପର୍ଯ୍ୟନ୍ତ ଅନୁଷ୍ଠିତ ହେବ।	[391, 933, 925, 1067]
bargarh-cell: 19	[954, 1541, 982, 1565]
bargarh-cell: 'C' & 'D' Class	[1418, 1139, 1488, 1163]
registration-dot-cyan	[260, 2325, 270, 2335]
